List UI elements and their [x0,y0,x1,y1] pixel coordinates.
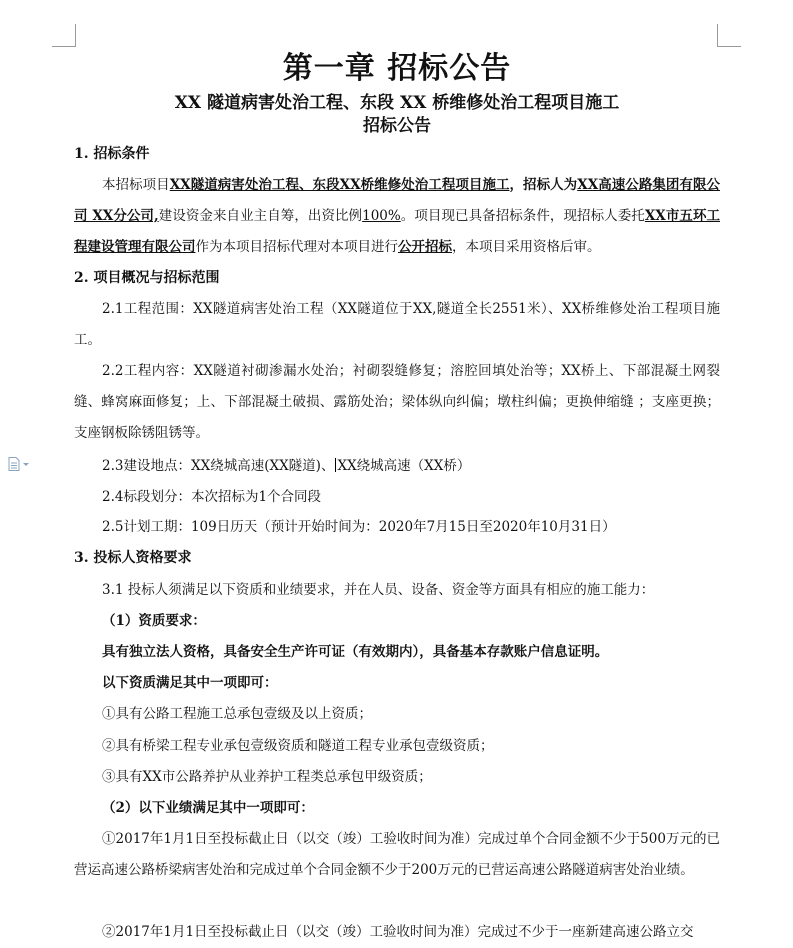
qualification-item: ②具有桥梁工程专业承包壹级资质和隧道工程专业承包壹级资质； [102,738,494,754]
crop-mark-top-right-v [717,24,718,47]
performance-item-1: ①2017年1月1日至投标截止日（以交（竣）工验收时间为准）完成过单个合同金额不少于500万元的已营运高速公路桥梁病害处治和完成过单个合同金额不少于200万元的已营运高速公路隧道病害处治业绩。 [74,831,720,878]
performance-heading: （2）以下业绩满足其中一项即可： [102,800,314,816]
section-3-heading: 3. 投标人资格要求 [74,550,192,566]
qualification-any-one: 以下资质满足其中一项即可： [102,675,278,691]
project-subtitle: 招标公告 [363,116,431,136]
qualification-intro: 3.1 投标人须满足以下资质和业绩要求，并在人员、设备、资金等方面具有相应的施工能力： [102,582,655,598]
crop-mark-top-left-v [75,24,76,47]
funding-ratio: 100% [362,208,401,224]
qualification-item: ③具有XX市公路养护从业养护工程类总承包甲级资质； [102,769,432,785]
text-run: 作为本项目招标代理对本项目进行 [195,239,398,255]
agent-name: XX市五环工程建设管理有限公司 [74,208,721,255]
text-run: 建设资金来自业主自筹，出资比例 [158,208,363,224]
bidding-method: 公开招标 [398,239,452,255]
site-line [102,456,470,476]
text-run: ，本项目采用资格后审。 [452,239,601,255]
content-paragraph: 2.2工程内容：XX隧道衬砌渗漏水处治；衬砌裂缝修复；溶腔回填处治等；XX桥上、下部混凝土网裂缝、蜂窝麻面修复；上、下部混凝土破损、露筋处治；梁体纵向纠偏；墩柱纠偏；更换伸缩缝 ；支座更换；支座钢板除锈阻锈等。 [74,363,720,441]
section-1-paragraph [74,170,720,263]
qualification-heading: （1）资质要求： [102,613,206,629]
section-2-heading: 2. 项目概况与招标范围 [74,270,220,286]
crop-mark-top-right-h [717,46,741,47]
text-run: 。项目现已具备招标条件，现招标人委托 [400,208,645,224]
text-run: 本招标项目 [102,177,170,193]
scope-paragraph: 2.1工程范围：XX隧道病害处治工程（XX隧道位于XX,隧道全长2551米）、XX桥维修处治工程项目施工。 [74,301,720,348]
lots-line: 2.4标段划分：本次招标为1个合同段 [102,489,322,505]
title-block [74,48,720,138]
site-text-b: XX绕城高速（XX桥） [337,458,471,474]
section-1-heading: 1. 招标条件 [74,146,150,162]
qualification-item: ①具有公路工程施工总承包壹级及以上资质； [102,706,372,722]
text-run: ，招标人为 [509,177,578,193]
site-text-a: 2.3建设地点：XX绕城高速(XX隧道)、 [102,458,335,474]
document-icon[interactable] [8,456,30,470]
qualification-mandatory: 具有独立法人资格，具备安全生产许可证（有效期内），具备基本存款账户信息证明。 [102,644,609,660]
tenderer-name: XX高速公路集团有限公司 XX分公司, [74,177,721,224]
project-name: XX隧道病害处治工程、东段XX桥维修处治工程项目施工 [169,177,510,193]
crop-mark-top-left-h [52,46,76,47]
chapter-title: 第一章 招标公告 [282,51,512,86]
project-title: XX 隧道病害处治工程、东段 XX 桥维修处治工程项目施工 [174,93,620,113]
period-line: 2.5计划工期：109日历天（预计开始时间为：2020年7月15日至2020年10月31日） [102,519,616,535]
performance-item-2: ②2017年1月1日至投标截止日（以交（竣）工验收时间为准）完成过不少于一座新建高速公路立交 [102,924,694,940]
